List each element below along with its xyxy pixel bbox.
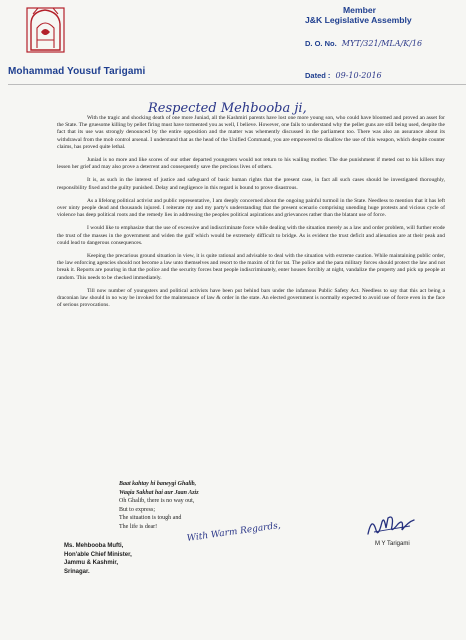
verse-line: The situation is tough and [119,515,182,521]
verse-line: But to express; [119,506,155,513]
ref-value: MYT/321/MLA/K/16 [341,39,423,48]
verse-line: Waqia Sakhat hai aur Jaan Aziz [119,489,199,496]
verse-line: The life is dear! [119,523,158,530]
letter-date [305,71,382,80]
reference-number [305,39,422,48]
paragraph-4: As a lifelong political activist and public representative, I am deeply concerned about the ongoing painful turmoil in the State. Needless to mention that it has left over ninty people dead and thousands injured. I reiterate my and my party's understanding that the present scenario comprising unending huge protests and vicious cycle of violence has deep political roots and the remedy lies in addressing the peoples political aspirations and grievances rather than the blatant use of force. [57,197,445,219]
recipient-line: Ms. Mehbooba Mufti, [64,543,124,549]
recipient-line: Hon'able Chief Minister, [64,551,132,558]
member-title: Member [343,5,376,15]
paragraph-7: Till now number of youngsters and political activists have been put behind bars under the infamous Public Safety Act. Needless to say that this act being a draconian law should in no way be invoked for the maintenance of law & order in the state. An elected government is normally expected to avoid use of force even in the face of serious provocations. [57,287,445,309]
assembly-title: J&K Legislative Assembly [305,15,412,25]
handwritten-signature [364,512,418,542]
header-divider [8,84,466,85]
paragraph-1: With the tragic and shocking death of one more Juniad, all the Kashmiri parents have lost one more young son, who could have bloomed and proved an asset for the State. The gruesome killing by pellet firing must have tormented you as well, I believe. However, one fails to understand why the pellet guns are still being used, despite the fact that its use was strongly denounced by the entire opposition and the matter was whemently discussed in the parliament too. There was also an assurance about its withdrawal from the mob control arsenal. I understand that as the head of the Unified Command, you are empowered to disallow the use of this weapon, which despite counter claims, has proved quite lethal. [57,115,445,150]
recipient-address [64,542,132,576]
dated-label: Dated : [305,71,331,80]
letter-body [57,115,445,315]
closing-regards: With Warm Regards, [186,520,282,544]
paragraph-3: It is, as such in the interest of justice and safeguard of basic human rights that the present case, in fact all such cases should be investigated thoroughly, responsibility fixed and the guilty punished. Delay and negligence in this regard is bound to prove disastrous. [57,177,445,191]
state-emblem-icon [23,4,68,56]
paragraph-2: Juniad is no more and like scores of our other departed youngsters would not return to his wailing mother. The due punishment if meted out to his killers may lessen her grief and may also prove a deterrent and consequently save the precious lives of others. [57,157,445,171]
ref-label: D. O. No. [305,39,337,48]
recipient-line: Srinagar. [64,568,90,575]
dated-value: 09-10-2016 [335,71,382,80]
paragraph-5: I would like to emphasize that the use of excessive and indiscriminate force while dealing with the situation merely as a law and order problem, will further erode the trust of the masses in the government and widen the gulf which would be extremely difficult to bridge. As is evident the trust deficit and alienation are at their peak and could lead to dangerous consequences. [57,225,445,246]
verse-line: Oh Ghalib, there is no way out, [119,498,195,504]
paragraph-6: Keeping the precarious ground situation in view, it is quite rational and advisable to deal with the situation with extreme caution. While maintaining public order, the law enforcing agencies should not become a law unto themselves and resort to the maxim of tit for tat. The police and the para military forces should protect the law and not break it. Reports are pouring in that the police and the security forces beat people indiscriminately, enter houses forcibly at night, vandalize the property and pick up people at random. This needs to be checked immediately. [57,253,445,281]
signer-name: M Y Tarigami [375,541,410,547]
recipient-line: Jammu & Kashmir, [64,560,119,566]
sender-name: Mohammad Yousuf Tarigami [8,66,146,77]
verse-line: Baat kahtay hi baneygi Ghalib, [119,481,197,487]
salutation: Respected Mehbooba ji, [148,101,307,116]
ghalib-verse [119,480,199,531]
